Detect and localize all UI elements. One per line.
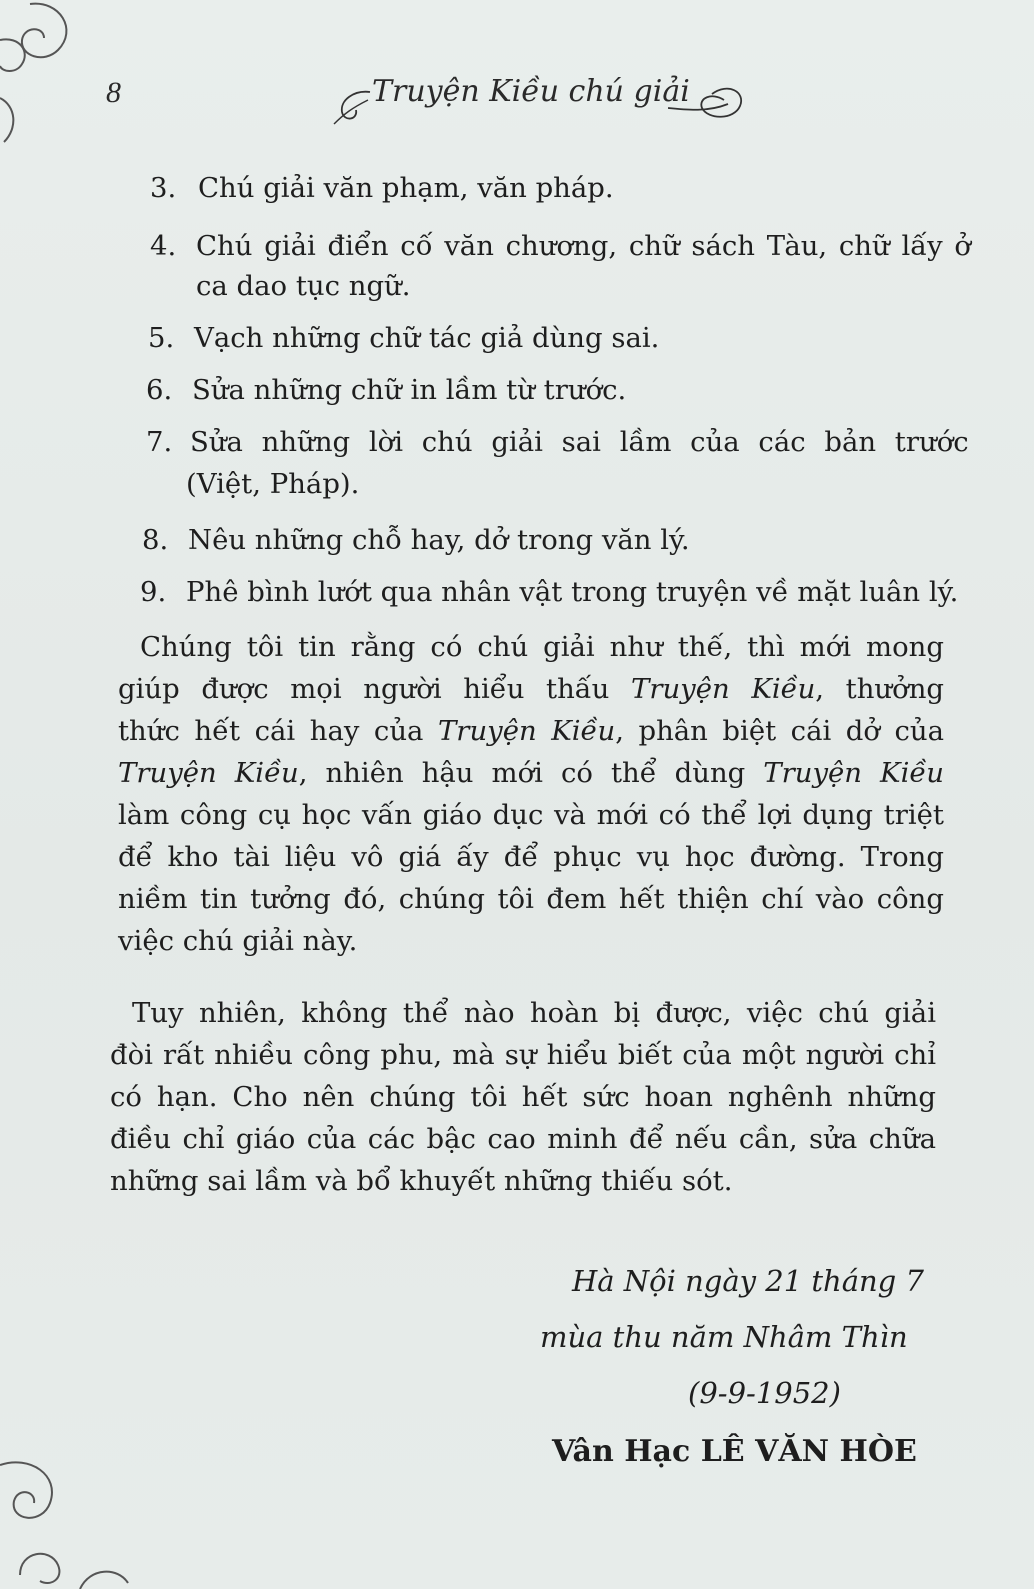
list-text: Sửa những chữ in lầm từ trước. — [192, 374, 627, 406]
text-run: , nhiên hậu mới có thể dùng — [298, 757, 764, 789]
list-number: 5. — [148, 322, 175, 354]
list-text: (Việt, Pháp). — [186, 468, 360, 500]
text-line: có hạn. Cho nên chúng tôi hết sức hoan nghênh những — [110, 1081, 936, 1113]
text-line — [118, 752, 944, 794]
bottom-left-swirl-ornament — [0, 1455, 140, 1589]
text-line: để kho tài liệu vô giá ấy để phục vụ học đường. Trong — [118, 841, 944, 873]
text-line: Chúng tôi tin rằng có chú giải như thế, thì mới mong — [140, 631, 944, 663]
text-line: những sai lầm và bổ khuyết những thiếu sót. — [110, 1165, 733, 1197]
page-number: 8 — [106, 76, 121, 109]
book-title-italic: Truyện Kiều — [118, 757, 299, 789]
book-title-italic: Truyện Kiều — [630, 673, 816, 705]
signature-place-date: Hà Nội ngày 21 tháng 7 — [572, 1264, 924, 1298]
list-number: 4. — [150, 230, 177, 262]
text-line: đòi rất nhiều công phu, mà sự hiểu biết của một người chỉ — [110, 1039, 936, 1071]
list-number: 3. — [150, 172, 177, 204]
list-text: Phê bình lướt qua nhân vật trong truyện về mặt luân lý. — [186, 576, 959, 608]
text-line — [118, 668, 944, 710]
text-run: giúp được mọi người hiểu thấu — [118, 673, 631, 705]
text-line — [118, 710, 944, 752]
text-line: điều chỉ giáo của các bậc cao minh để nếu cần, sửa chữa — [110, 1123, 936, 1155]
book-title-italic: Truyện Kiều — [763, 757, 945, 789]
paragraph-intent — [118, 626, 944, 962]
title-left-flourish-icon — [330, 86, 374, 126]
list-number: 9. — [140, 576, 167, 608]
list-number: 6. — [146, 374, 173, 406]
list-text: Vạch những chữ tác giả dùng sai. — [194, 322, 660, 354]
signature-lunar-date: mùa thu năm Nhâm Thìn — [540, 1320, 908, 1354]
text-line: niềm tin tưởng đó, chúng tôi đem hết thiện chí vào công — [118, 883, 944, 915]
list-text: Sửa những lời chú giải sai lầm của các bản trước — [190, 426, 969, 458]
paragraph-limitations — [110, 992, 936, 1202]
text-line: việc chú giải này. — [118, 925, 358, 957]
text-run: , thưởng — [815, 673, 945, 705]
text-line: làm công cụ học vấn giáo dục và mới có thể lợi dụng triệt — [118, 799, 944, 831]
list-item — [150, 224, 971, 308]
list-text: Nêu những chỗ hay, dở trong văn lý. — [188, 524, 690, 556]
book-title-italic: Truyện Kiều — [437, 715, 616, 747]
list-number: 8. — [142, 524, 169, 556]
text-line: Tuy nhiên, không thể nào hoàn bị được, việc chú giải — [132, 997, 936, 1029]
list-item — [146, 420, 969, 504]
text-run: , phân biệt cái dở của — [615, 715, 945, 747]
list-text: Chú giải điển cố văn chương, chữ sách Tàu, chữ lấy ở — [196, 230, 971, 262]
signature-author: Vân Hạc LÊ VĂN HÒE — [552, 1434, 917, 1469]
top-left-swirl-ornament — [0, 0, 90, 160]
list-number: 7. — [146, 426, 173, 458]
list-text: ca dao tục ngữ. — [196, 270, 411, 302]
running-title: Truyện Kiều chú giải — [372, 74, 690, 109]
list-text: Chú giải văn phạm, văn pháp. — [198, 172, 614, 204]
text-run: thức hết cái hay của — [118, 715, 438, 747]
signature-gregorian-date: (9-9-1952) — [688, 1376, 841, 1410]
